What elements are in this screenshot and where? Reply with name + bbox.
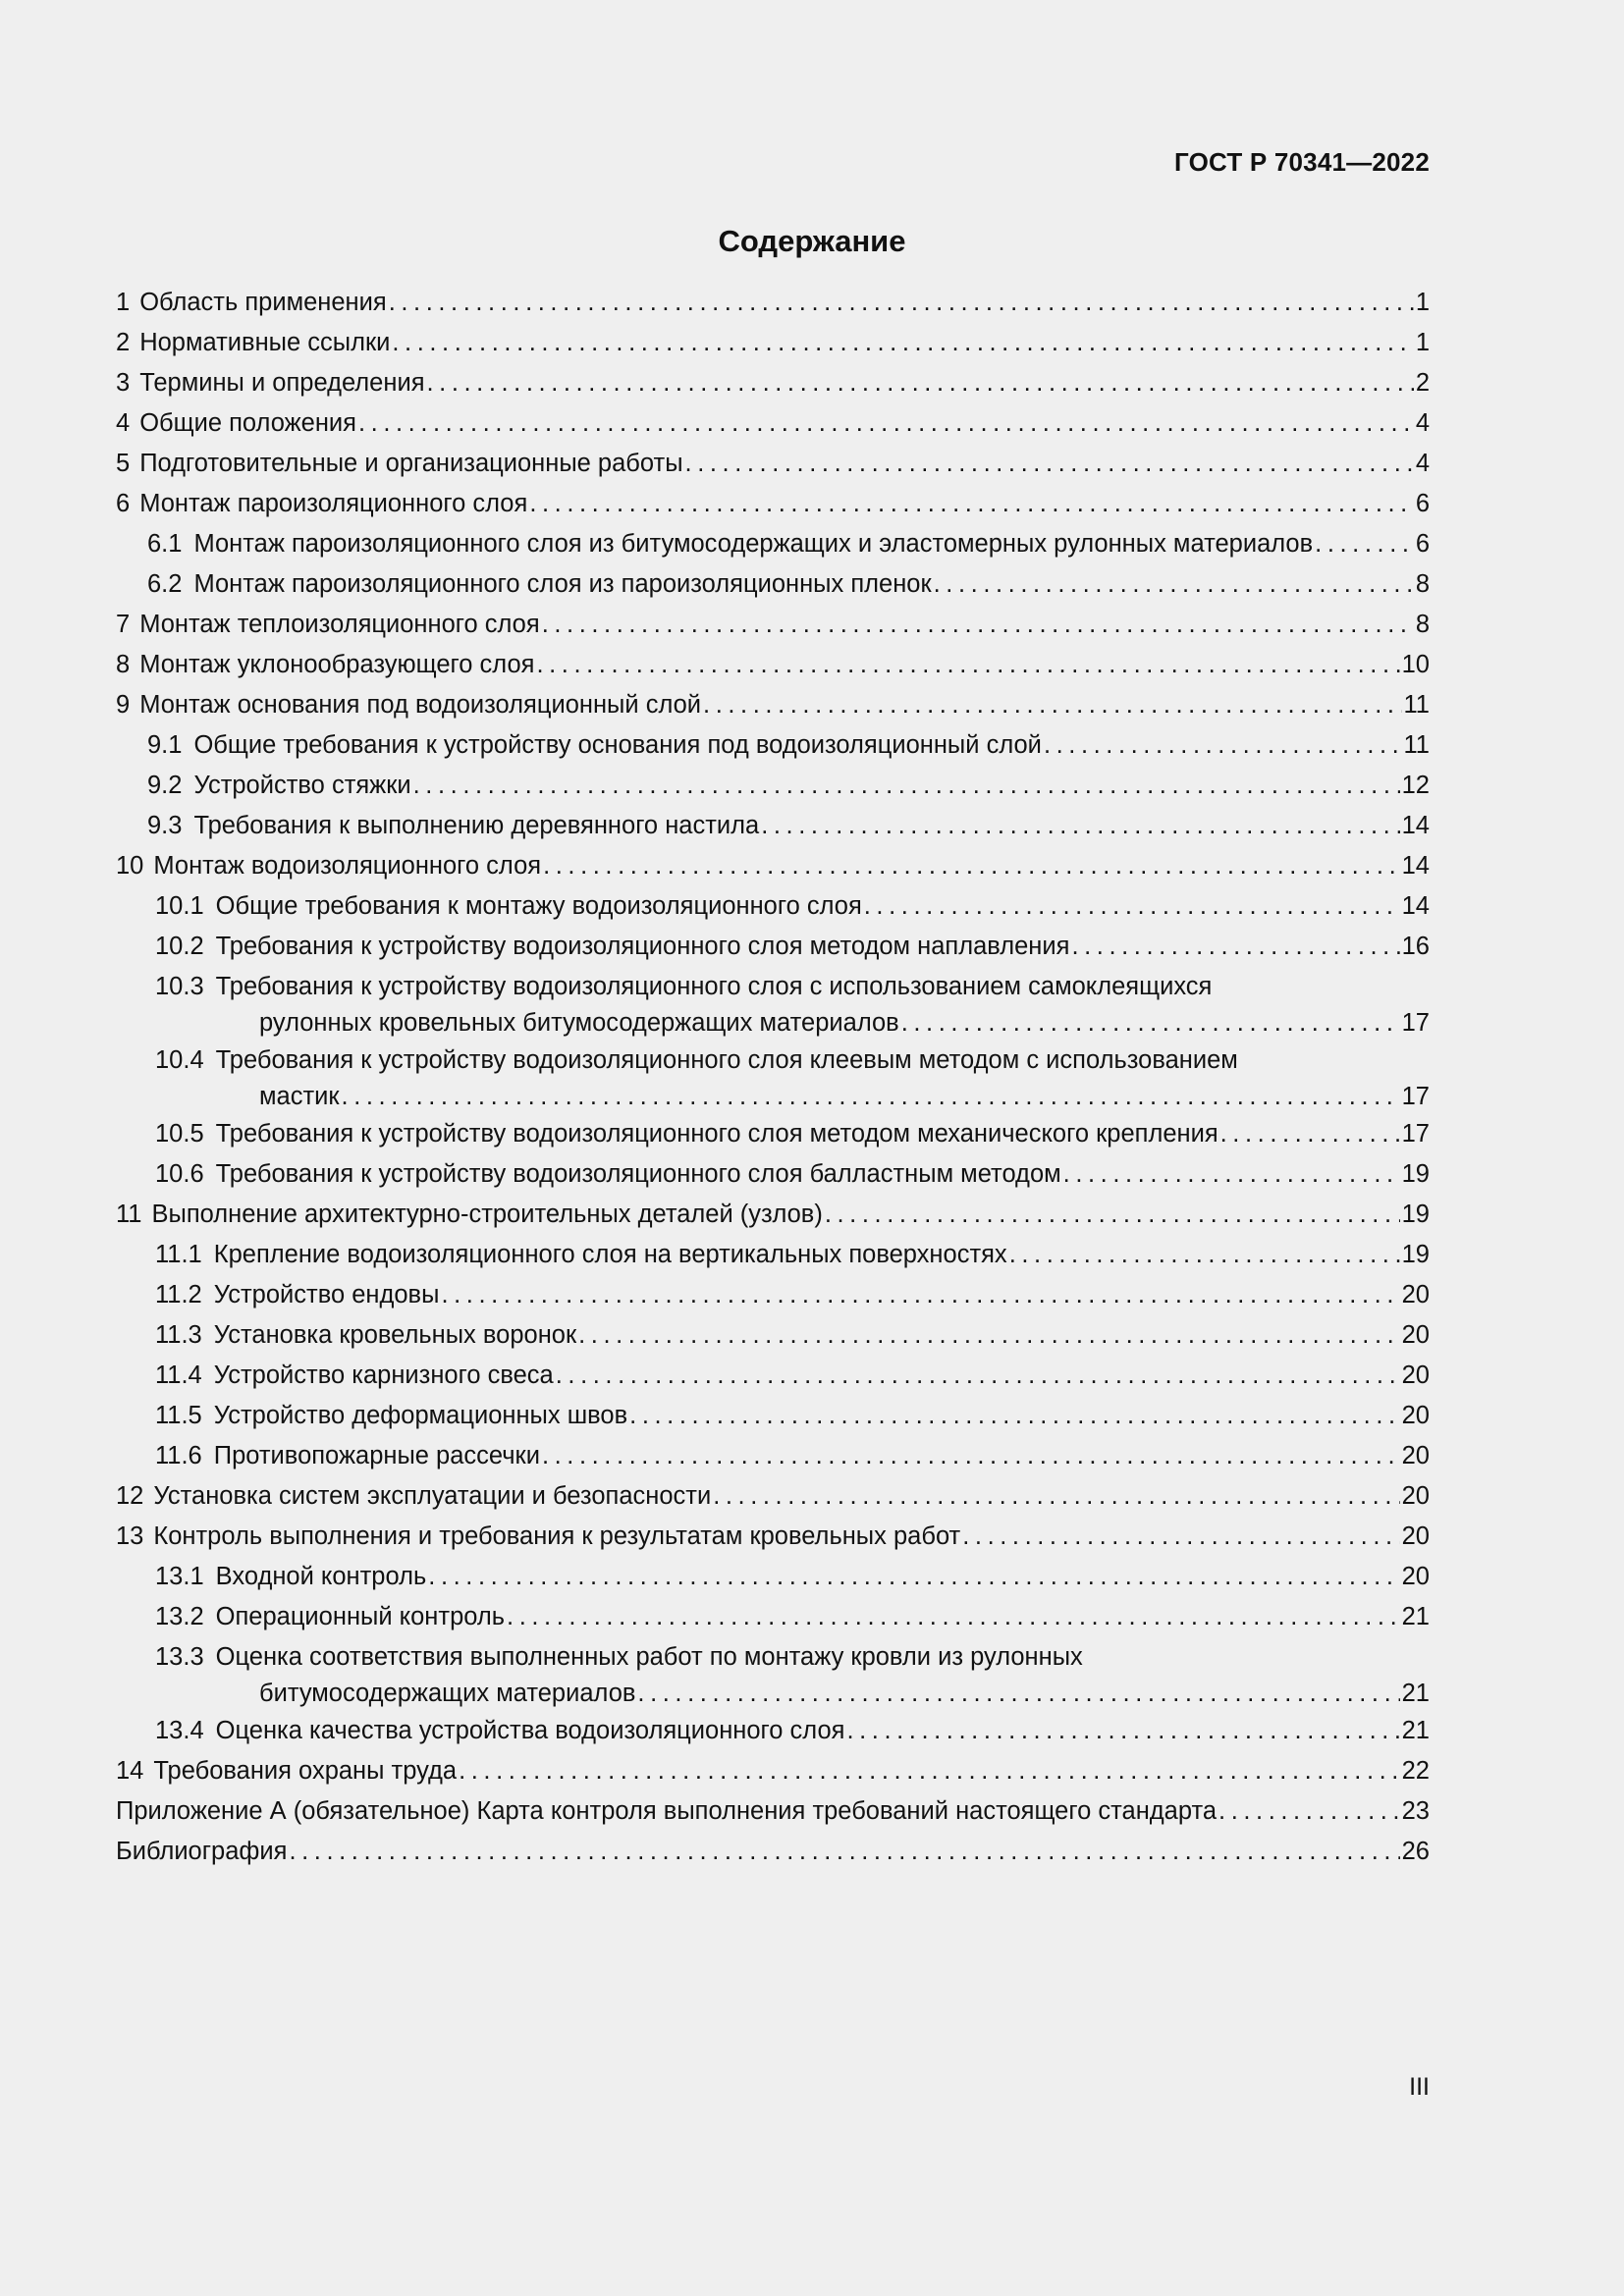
toc-entry[interactable]: [116, 1156, 1430, 1197]
toc-entry-page: 4: [1415, 450, 1430, 477]
toc-entry[interactable]: [116, 929, 1430, 969]
toc-entry[interactable]: [116, 1398, 1430, 1438]
toc-entry-number: 9.2: [147, 772, 183, 799]
toc-entry-title: Оценка соответствия выполненных работ по монтажу кровли из рулонных: [215, 1643, 1083, 1671]
toc-entry-page: 14: [1401, 812, 1430, 839]
toc-leader-dots: [1063, 1156, 1400, 1193]
toc-entry-title: Устройство ендовы: [213, 1281, 440, 1308]
toc-entry[interactable]: [116, 446, 1430, 486]
toc-entry-number: 11.1: [155, 1241, 202, 1268]
toc-entry[interactable]: [116, 1713, 1430, 1753]
toc-leader-dots: [825, 1197, 1400, 1233]
toc-leader-dots: [761, 808, 1399, 844]
toc-entry[interactable]: [116, 526, 1430, 566]
toc-leader-dots: [543, 848, 1400, 884]
toc-entry-page: 14: [1401, 852, 1430, 880]
toc-leader-dots: [441, 1277, 1399, 1313]
toc-entry-page: 12: [1401, 772, 1430, 799]
toc-entry[interactable]: [116, 1277, 1430, 1317]
toc-entry-title: Область применения: [139, 289, 387, 316]
toc-entry[interactable]: [116, 607, 1430, 647]
toc-entry-title: Установка кровельных воронок: [213, 1321, 577, 1349]
toc-entry-number: 11.4: [155, 1362, 202, 1389]
toc-entry-title: Контроль выполнения и требования к результатам кровельных работ: [153, 1522, 961, 1550]
toc-entry[interactable]: [116, 647, 1430, 687]
toc-entry-page: 20: [1401, 1402, 1430, 1429]
toc-leader-dots: [413, 768, 1400, 804]
toc-entry[interactable]: [116, 1438, 1430, 1478]
toc-entry-number: 10.6: [155, 1160, 204, 1188]
toc-entry-number: 5: [116, 450, 131, 477]
toc-entry-title: Приложение А (обязательное) Карта контроля выполнения требований настоящего стандарта: [116, 1797, 1218, 1825]
toc-entry-title: Монтаж пароизоляционного слоя из пароизоляционных пленок: [193, 570, 932, 598]
toc-entry-title: Требования к устройству водоизоляционного слоя методом механического крепления: [215, 1120, 1218, 1148]
toc-entry-number: 10.4: [155, 1046, 204, 1074]
toc-entry[interactable]: [116, 1753, 1430, 1793]
toc-leader-dots: [289, 1834, 1399, 1870]
toc-entry-title: Оценка качества устройства водоизоляционного слоя: [215, 1717, 845, 1744]
toc-entry-page: 4: [1415, 409, 1430, 437]
toc-leader-dots: [392, 325, 1413, 361]
toc-leader-dots: [629, 1398, 1399, 1434]
toc-entry-number: 10.1: [155, 892, 204, 920]
toc-entry-page: 22: [1401, 1757, 1430, 1785]
toc-leader-dots: [1220, 1116, 1400, 1152]
page-number: III: [1409, 2073, 1430, 2101]
toc-entry-title: Монтаж пароизоляционного слоя: [139, 490, 528, 517]
toc-entry-title: Общие требования к монтажу водоизоляционного слоя: [215, 892, 862, 920]
toc-entry-number: 10.3: [155, 973, 204, 1000]
toc-entry-number: 11: [116, 1201, 142, 1228]
toc-entry-title: Нормативные ссылки: [139, 329, 391, 356]
toc-leader-dots: [358, 405, 1414, 442]
toc-entry-number: 13.1: [155, 1563, 204, 1590]
toc-entry-page: 1: [1415, 329, 1430, 356]
toc-entry-number: 13.3: [155, 1643, 204, 1671]
toc-entry-page: 20: [1401, 1563, 1430, 1590]
toc-entry-page: 11: [1403, 691, 1430, 719]
toc-entry[interactable]: [116, 285, 1430, 325]
toc-entry-page: 19: [1401, 1201, 1430, 1228]
toc-entry-page: 20: [1401, 1442, 1430, 1469]
toc-entry-number: 6: [116, 490, 131, 517]
toc-entry-title: Библиография: [116, 1838, 288, 1865]
toc-entry-number: 14: [116, 1757, 144, 1785]
toc-entry-title: Устройство карнизного свеса: [213, 1362, 554, 1389]
toc-entry-title: Общие требования к устройству основания под водоизоляционный слой: [193, 731, 1042, 759]
toc-entry[interactable]: [116, 566, 1430, 607]
toc-entry-number: 10: [116, 852, 144, 880]
toc-entry[interactable]: [116, 808, 1430, 848]
toc-leader-dots: [342, 1079, 1400, 1115]
toc-entry-number: 2: [116, 329, 131, 356]
toc-entry-number: 11.2: [155, 1281, 202, 1308]
toc-entry-title: Требования к устройству водоизоляционного слоя с использованием самоклеящихся: [215, 973, 1213, 1000]
toc-entry-title: Требования охраны труда: [153, 1757, 458, 1785]
toc-entry-number: 10.2: [155, 933, 204, 960]
toc-entry[interactable]: [116, 365, 1430, 405]
toc-entry[interactable]: [116, 687, 1430, 727]
toc-entry-page: 17: [1401, 1009, 1430, 1037]
toc-leader-dots: [427, 365, 1414, 401]
toc-entry-page: 8: [1415, 611, 1430, 638]
toc-entry-title: Устройство стяжки: [193, 772, 411, 799]
toc-entry[interactable]: [116, 1237, 1430, 1277]
toc-entry[interactable]: [116, 405, 1430, 446]
toc-entry-number: 11.3: [155, 1321, 202, 1349]
toc-entry-title: Требования к устройству водоизоляционного слоя балластным методом: [215, 1160, 1061, 1188]
toc-entry-page: 8: [1415, 570, 1430, 598]
toc-entry[interactable]: [116, 1834, 1430, 1874]
toc-entry[interactable]: [116, 768, 1430, 808]
toc-leader-dots: [428, 1559, 1399, 1595]
toc-entry-title: Термины и определения: [139, 369, 425, 397]
toc-entry-title: Требования к устройству водоизоляционного слоя методом наплавления: [215, 933, 1070, 960]
toc-entry-number: 9.3: [147, 812, 183, 839]
toc-entry-title: Монтаж водоизоляционного слоя: [153, 852, 542, 880]
toc-entry[interactable]: [116, 1317, 1430, 1358]
toc-entry-number: 9: [116, 691, 131, 719]
toc-leader-dots: [529, 486, 1414, 522]
toc-entry[interactable]: [116, 486, 1430, 526]
toc-leader-dots: [962, 1519, 1399, 1555]
toc-entry-page: 21: [1401, 1680, 1430, 1707]
toc-entry-page: 10: [1401, 651, 1430, 678]
toc-entry-title: Монтаж пароизоляционного слоя из битумосодержащих и эластомерных рулонных материалов: [193, 530, 1314, 558]
toc-entry-page: 20: [1401, 1482, 1430, 1510]
toc-entry-page: 23: [1401, 1797, 1430, 1825]
toc-entry-page: 20: [1401, 1362, 1430, 1389]
toc-leader-dots: [536, 647, 1399, 683]
toc-entry-page: 6: [1415, 530, 1430, 558]
toc-entry-page: 14: [1401, 892, 1430, 920]
toc-entry-page: 20: [1401, 1321, 1430, 1349]
toc-entry[interactable]: [116, 969, 1430, 1042]
toc-entry-title: Требования к выполнению деревянного настила: [193, 812, 760, 839]
toc-entry-number: 3: [116, 369, 131, 397]
toc-entry-title: Входной контроль: [215, 1563, 427, 1590]
toc-leader-dots: [507, 1599, 1400, 1635]
toc-entry-number: 13: [116, 1522, 144, 1550]
toc-entry-number: 1: [116, 289, 131, 316]
toc-leader-dots: [1071, 929, 1399, 965]
toc-leader-dots: [864, 888, 1400, 925]
toc-entry-title: Общие положения: [139, 409, 356, 437]
toc-entry[interactable]: [116, 1042, 1430, 1116]
toc-leader-dots: [459, 1753, 1400, 1789]
toc-leader-dots: [846, 1713, 1399, 1749]
toc-entry-title: Противопожарные рассечки: [213, 1442, 540, 1469]
toc-entry-page: 16: [1401, 933, 1430, 960]
toc-entry-number: 7: [116, 611, 131, 638]
toc-entry[interactable]: [116, 1197, 1430, 1237]
toc-entry-title: Монтаж основания под водоизоляционный слой: [139, 691, 702, 719]
toc-entry[interactable]: [116, 1559, 1430, 1599]
toc-leader-dots: [713, 1478, 1399, 1515]
toc-entry[interactable]: [116, 727, 1430, 768]
table-of-contents: [116, 285, 1430, 1874]
toc-entry-title: Монтаж уклонообразующего слоя: [139, 651, 535, 678]
toc-entry-title: Монтаж теплоизоляционного слоя: [139, 611, 540, 638]
toc-entry-page: 26: [1401, 1838, 1430, 1865]
toc-entry-number: 6.1: [147, 530, 183, 558]
toc-entry-page: 6: [1415, 490, 1430, 517]
toc-entry[interactable]: [116, 848, 1430, 888]
toc-entry-number: 13.2: [155, 1603, 204, 1630]
toc-entry-page: 1: [1415, 289, 1430, 316]
toc-entry-number: 8: [116, 651, 131, 678]
toc-entry-number: 11.5: [155, 1402, 202, 1429]
toc-entry[interactable]: [116, 1599, 1430, 1639]
toc-entry-page: 19: [1401, 1160, 1430, 1188]
toc-leader-dots: [542, 607, 1414, 643]
toc-entry[interactable]: [116, 888, 1430, 929]
toc-entry-title: Устройство деформационных швов: [213, 1402, 628, 1429]
toc-leader-dots: [556, 1358, 1400, 1394]
toc-entry[interactable]: [116, 1639, 1430, 1713]
toc-leader-dots: [542, 1438, 1400, 1474]
toc-entry[interactable]: [116, 325, 1430, 365]
toc-entry-page: 17: [1401, 1083, 1430, 1110]
toc-entry[interactable]: [116, 1358, 1430, 1398]
toc-entry[interactable]: [116, 1793, 1430, 1834]
toc-leader-dots: [685, 446, 1414, 482]
toc-entry-page: 21: [1401, 1717, 1430, 1744]
toc-entry-title: Операционный контроль: [215, 1603, 506, 1630]
toc-leader-dots: [389, 285, 1414, 321]
toc-entry-page: 2: [1415, 369, 1430, 397]
toc-entry-page: 17: [1401, 1120, 1430, 1148]
toc-entry-number: 10.5: [155, 1120, 204, 1148]
toc-entry-title: Подготовительные и организационные работы: [139, 450, 683, 477]
toc-entry-title-continued: рулонных кровельных битумосодержащих материалов: [259, 1009, 899, 1037]
toc-entry-title: Крепление водоизоляционного слоя на вертикальных поверхностях: [213, 1241, 1007, 1268]
toc-entry-page: 11: [1403, 731, 1430, 759]
toc-entry-title: Выполнение архитектурно-строительных деталей (узлов): [151, 1201, 823, 1228]
toc-entry-page: 21: [1401, 1603, 1430, 1630]
toc-entry-title: Требования к устройству водоизоляционного слоя клеевым методом с использованием: [215, 1046, 1238, 1074]
toc-entry-title-continued: битумосодержащих материалов: [259, 1680, 636, 1707]
toc-entry-number: 12: [116, 1482, 144, 1510]
toc-entry-number: 4: [116, 409, 131, 437]
toc-entry-number: 11.6: [155, 1442, 202, 1469]
toc-leader-dots: [1044, 727, 1402, 764]
toc-entry-number: 6.2: [147, 570, 183, 598]
toc-leader-dots: [578, 1317, 1400, 1354]
toc-entry[interactable]: [116, 1478, 1430, 1519]
toc-leader-dots: [637, 1676, 1399, 1712]
toc-leader-dots: [1009, 1237, 1400, 1273]
toc-leader-dots: [901, 1005, 1400, 1041]
toc-leader-dots: [703, 687, 1401, 723]
toc-entry-page: 19: [1401, 1241, 1430, 1268]
toc-entry-title: Установка систем эксплуатации и безопасности: [153, 1482, 712, 1510]
toc-leader-dots: [934, 566, 1414, 603]
toc-entry-title-continued: мастик: [259, 1083, 340, 1110]
page-title: Содержание: [718, 224, 906, 258]
toc-entry-number: 13.4: [155, 1717, 204, 1744]
toc-entry[interactable]: [116, 1519, 1430, 1559]
document-id: ГОСТ Р 70341—2022: [1174, 147, 1430, 177]
toc-leader-dots: [1218, 1793, 1400, 1830]
toc-entry-page: 20: [1401, 1281, 1430, 1308]
toc-leader-dots: [1315, 526, 1414, 562]
toc-entry[interactable]: [116, 1116, 1430, 1156]
toc-entry-page: 20: [1401, 1522, 1430, 1550]
toc-entry-number: 9.1: [147, 731, 183, 759]
